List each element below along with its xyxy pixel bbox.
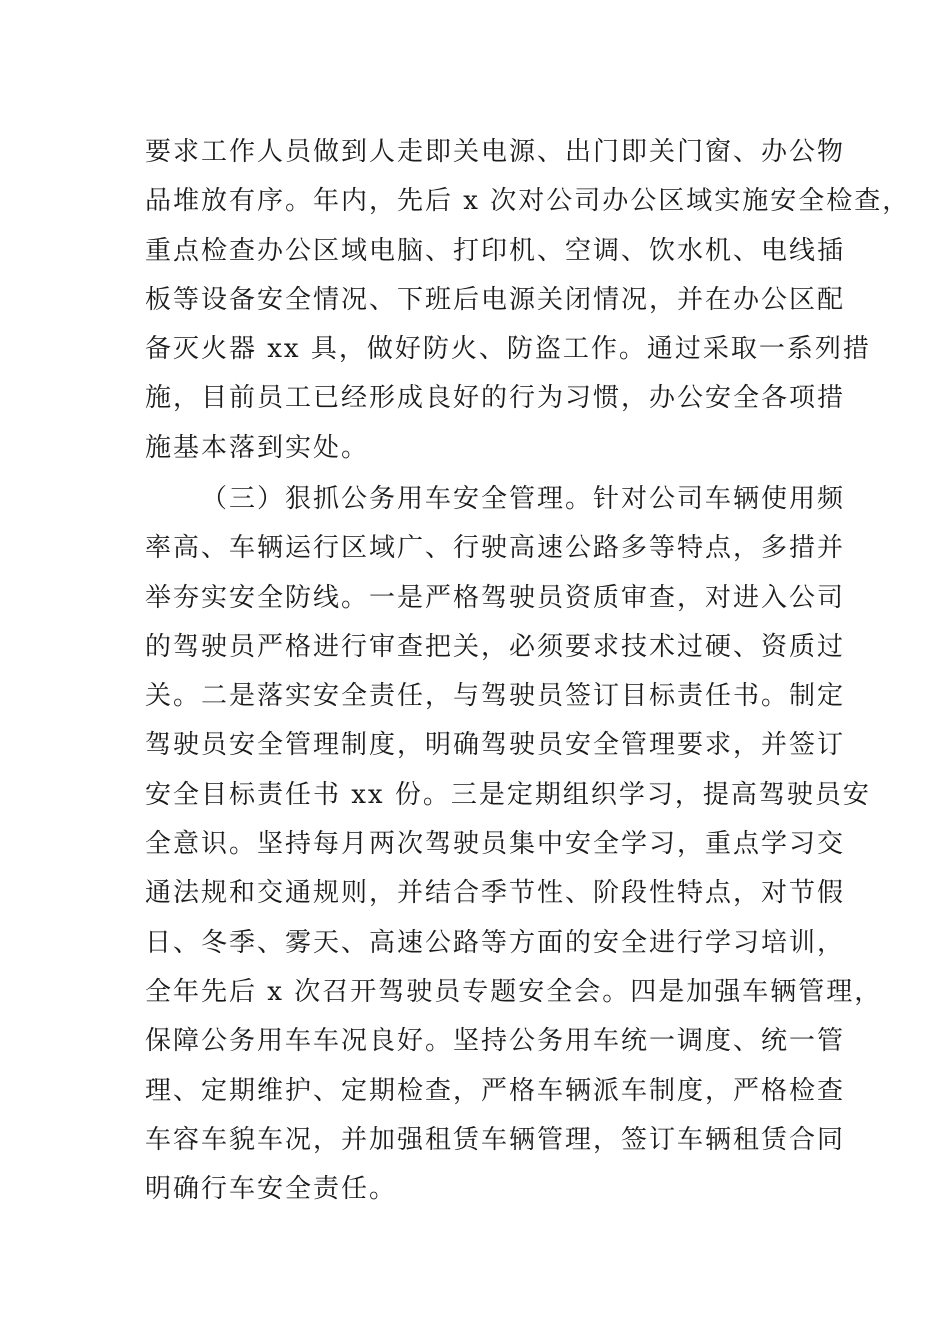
text-line: 率高、车辆运行区域广、行驶高速公路多等特点，多措并 bbox=[145, 533, 846, 564]
text-line: 的驾驶员严格进行审查把关，必须要求技术过硬、资质过 bbox=[145, 631, 846, 662]
text-line: 备灭火器 xx 具，做好防火、防盗工作。通过采取一系列措 bbox=[145, 334, 871, 365]
text-line: 举夯实安全防线。一是严格驾驶员资质审查，对进入公司 bbox=[145, 582, 846, 613]
text-line: 重点检查办公区域电脑、打印机、空调、饮水机、电线插 bbox=[145, 235, 846, 266]
text-line: 驾驶员安全管理制度，明确驾驶员安全管理要求，并签订 bbox=[145, 730, 846, 761]
text-line: 板等设备安全情况、下班后电源关闭情况，并在办公区配 bbox=[145, 284, 846, 315]
text-line: 要求工作人员做到人走即关电源、出门即关门窗、办公物 bbox=[145, 137, 846, 167]
text-line: 全意识。坚持每月两次驾驶员集中安全学习，重点学习交 bbox=[145, 829, 846, 860]
text-line: 理、定期维护、定期检查，严格车辆派车制度，严格检查 bbox=[145, 1075, 846, 1106]
paragraph-office-safety bbox=[145, 128, 911, 473]
text-line: 关。二是落实安全责任，与驾驶员签订目标责任书。制定 bbox=[145, 681, 846, 712]
text-line: 品堆放有序。年内，先后 x 次对公司办公区域实施安全检查， bbox=[145, 186, 911, 217]
section-heading-line: （三）狠抓公务用车安全管理。针对公司车辆使用频 bbox=[201, 484, 846, 514]
text-line: 通法规和交通规则，并结合季节性、阶段性特点，对节假 bbox=[145, 878, 846, 909]
text-line: 车容车貌车况，并加强租赁车辆管理，签订车辆租赁合同 bbox=[145, 1124, 846, 1155]
text-line: 日、冬季、雾天、高速公路等方面的安全进行学习培训， bbox=[145, 927, 846, 958]
text-line: 全年先后 x 次召开驾驶员专题安全会。四是加强车辆管理， bbox=[145, 976, 883, 1007]
text-line: 明确行车安全责任。 bbox=[145, 1174, 398, 1205]
text-line: 施基本落到实处。 bbox=[145, 432, 370, 463]
text-line: 施，目前员工已经形成良好的行为习惯，办公安全各项措 bbox=[145, 383, 846, 414]
text-line: 保障公务用车车况良好。坚持公务用车统一调度、统一管 bbox=[145, 1026, 846, 1057]
text-line: 安全目标责任书 xx 份。三是定期组织学习，提高驾驶员安 bbox=[145, 779, 871, 810]
paragraph-vehicle-safety bbox=[145, 475, 883, 1214]
